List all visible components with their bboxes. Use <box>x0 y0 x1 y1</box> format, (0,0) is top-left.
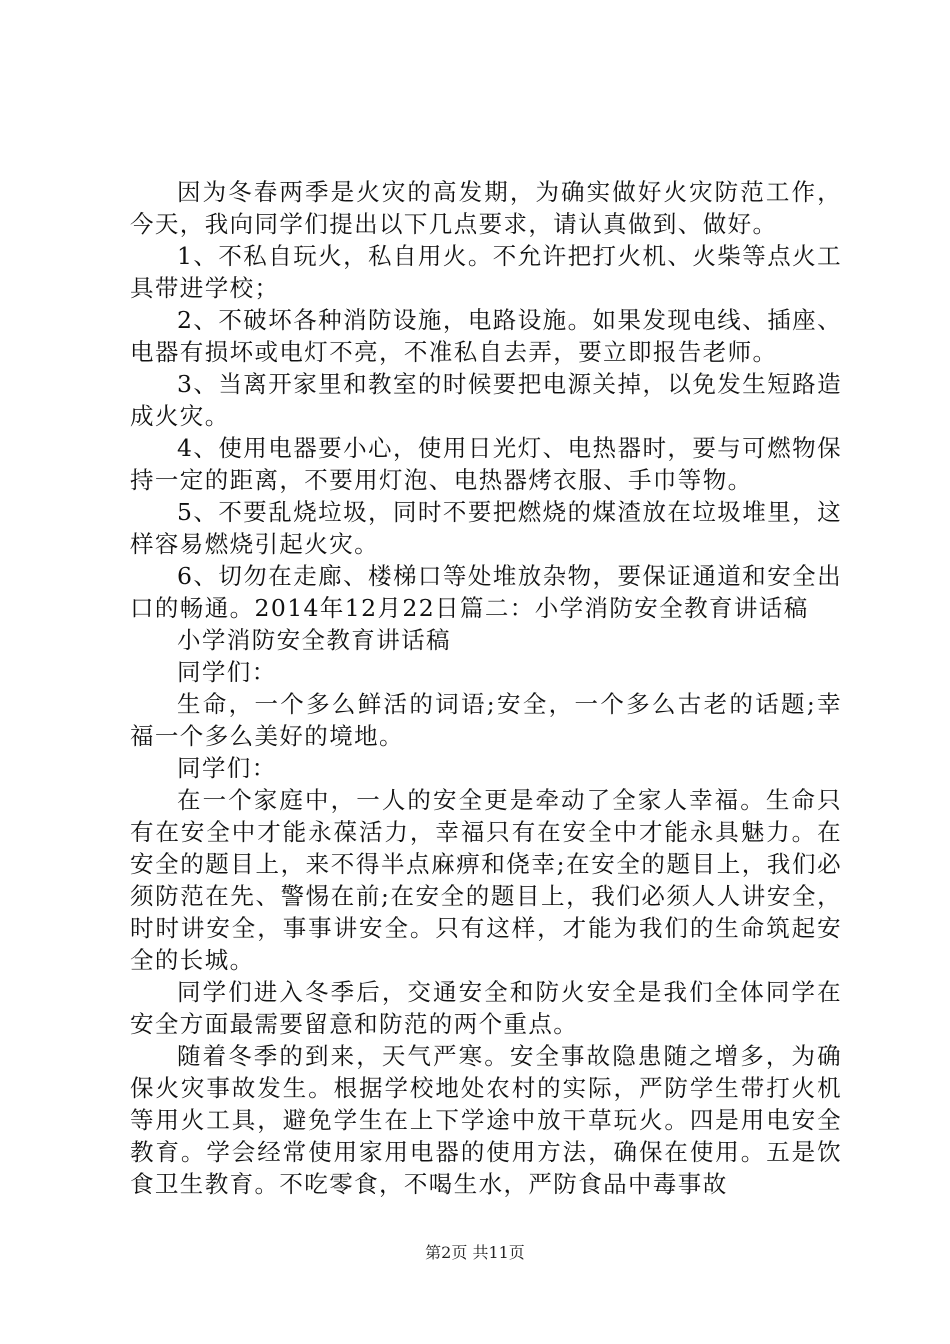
paragraph-winter-measures: 随着冬季的到来，天气严寒。安全事故隐患随之增多，为确保火灾事故发生。根据学校地处农村的实际，严防学生带打火机等用火工具，避免学生在上下学途中放干草玩火。四是用电安全教育。学会经常使用家用电器的使用方法，确保在使用。五是饮食卫生教育。不吃零食，不喝生水，严防食品中毒事故 <box>130 1042 842 1198</box>
page-number: 第2页 共11页 <box>425 1243 525 1262</box>
section-title: 小学消防安全教育讲话稿 <box>177 626 451 654</box>
paragraph-rule-2: 2、不破坏各种消防设施，电路设施。如果发现电线、插座、电器有损坏或电灯不亮，不准私自去弄，要立即报告老师。 <box>130 306 842 366</box>
paragraph-winter-focus: 同学们进入冬季后，交通安全和防火安全是我们全体同学在安全方面最需要留意和防范的两个重点。 <box>130 978 842 1038</box>
document-body <box>130 176 842 1200</box>
salutation: 同学们： <box>177 658 277 686</box>
paragraph-rule-6: 6、切勿在走廊、楼梯口等处堆放杂物，要保证通道和安全出口的畅通。2014年12月22日篇二：小学消防安全教育讲话稿 <box>130 562 842 622</box>
salutation-repeat: 同学们： <box>177 754 277 782</box>
paragraph-rule-5: 5、不要乱烧垃圾，同时不要把燃烧的煤渣放在垃圾堆里，这样容易燃烧引起火灾。 <box>130 498 842 558</box>
paragraph-rule-3: 3、当离开家里和教室的时候要把电源关掉，以免发生短路造成火灾。 <box>130 370 842 430</box>
paragraph-life-safety: 生命，一个多么鲜活的词语;安全，一个多么古老的话题;幸福一个多么美好的境地。 <box>130 690 842 750</box>
paragraph-family-safety: 在一个家庭中，一人的安全更是牵动了全家人幸福。生命只有在安全中才能永葆活力，幸福只有在安全中才能永具魅力。在安全的题目上，来不得半点麻痹和侥幸;在安全的题目上，我们必须防范在先、警惕在前;在安全的题目上，我们必须人人讲安全，时时讲安全，事事讲安全。只有这样，才能为我们的生命筑起安全的长城。 <box>130 786 842 974</box>
paragraph-rule-4: 4、使用电器要小心，使用日光灯、电热器时，要与可燃物保持一定的距离，不要用灯泡、电热器烤衣服、手巾等物。 <box>130 434 842 494</box>
paragraph-rule-1: 1、不私自玩火，私自用火。不允许把打火机、火柴等点火工具带进学校； <box>130 242 842 302</box>
paragraph-intro: 因为冬春两季是火灾的高发期，为确实做好火灾防范工作，今天，我向同学们提出以下几点要求，请认真做到、做好。 <box>130 178 842 238</box>
